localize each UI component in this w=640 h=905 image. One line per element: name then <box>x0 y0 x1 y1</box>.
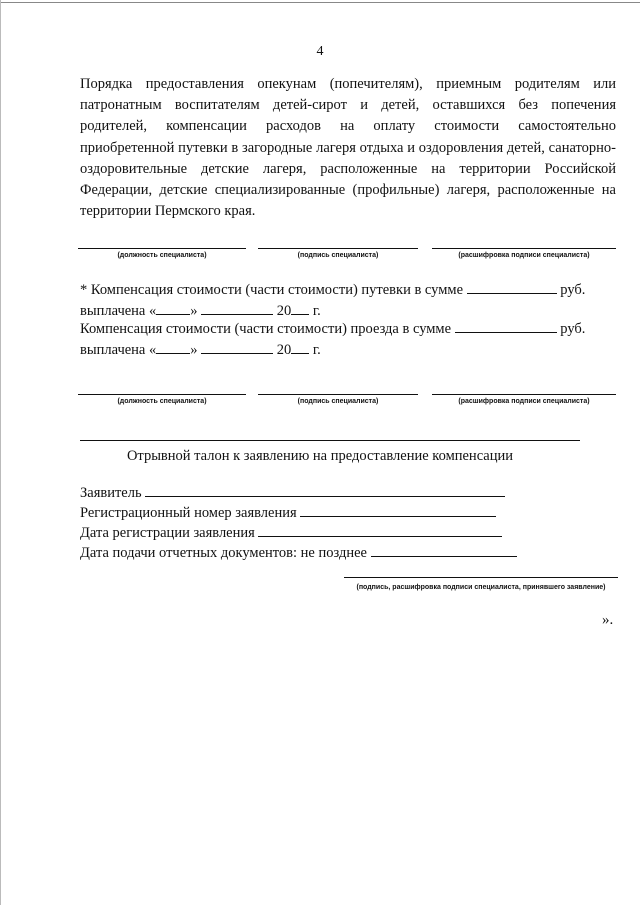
decoding-line <box>432 248 616 259</box>
signature-caption: (подпись специалиста) <box>297 398 379 405</box>
intro-paragraph: Порядка предоставления опекунам (попечителям), приемным родителям или патронатным воспитателям детей-сирот и детей, оставшихся без попечения родителей, компенсации расходов на оплату стоимости самостоятельно приобретенной путевки в загородные лагеря отдыха и оздоровления детей, санаторно-оздоровительные детские лагеря, расположенные на территории Российской Федерации, детские специализированные (профильные) лагеря, расположенные на территории Пермского края. <box>80 76 616 220</box>
receiver-signature-caption: (подпись, расшифровка подписи специалиста, принявшего заявление) <box>356 584 606 591</box>
applicant-label: Заявитель <box>80 485 142 501</box>
travel-label: Компенсация стоимости (части стоимости) проезда в сумме <box>80 321 452 337</box>
year-field[interactable] <box>291 341 309 354</box>
reg-date-field[interactable] <box>258 524 502 537</box>
submit-date-field[interactable] <box>371 544 517 557</box>
submit-date-label: Дата подачи отчетных документов: не позднее <box>80 545 367 561</box>
closing-quote: ». <box>602 612 614 628</box>
quote-close: » <box>190 342 198 358</box>
year-prefix: 20 <box>276 342 292 358</box>
month-field[interactable] <box>201 341 273 354</box>
submit-date-line <box>80 544 517 562</box>
signature-row-1 <box>78 248 618 278</box>
receiver-signature-line <box>344 577 618 591</box>
position-line <box>78 248 246 259</box>
signature-line <box>258 394 418 405</box>
voucher-paid-line <box>80 302 321 320</box>
tear-off-title: Отрывной талон к заявлению на предоставление компенсации <box>126 448 514 464</box>
reg-number-field[interactable] <box>300 504 496 517</box>
reg-date-label: Дата регистрации заявления <box>80 525 255 541</box>
applicant-line <box>80 484 505 502</box>
position-caption: (должность специалиста) <box>117 398 207 405</box>
voucher-amount-field[interactable] <box>467 281 557 294</box>
scan-edge-top <box>0 2 640 3</box>
year-suffix: г. <box>312 342 321 358</box>
currency-label: руб. <box>560 321 586 337</box>
signature-row-2 <box>78 394 618 424</box>
reg-number-label: Регистрационный номер заявления <box>80 505 297 521</box>
travel-paid-line <box>80 341 321 359</box>
currency-label: руб. <box>560 282 586 298</box>
quote-close: » <box>190 303 198 319</box>
day-field[interactable] <box>156 341 190 354</box>
paid-label: выплачена « <box>80 342 157 358</box>
signature-caption: (подпись специалиста) <box>297 252 379 259</box>
paid-label: выплачена « <box>80 303 157 319</box>
voucher-label: * Компенсация стоимости (части стоимости) путевки в сумме <box>80 282 464 298</box>
decoding-caption: (расшифровка подписи специалиста) <box>458 252 590 259</box>
reg-number-line <box>80 504 496 522</box>
position-caption: (должность специалиста) <box>117 252 207 259</box>
tear-line <box>80 440 580 441</box>
page-number: 4 <box>316 44 324 59</box>
day-field[interactable] <box>156 302 190 315</box>
decoding-line <box>432 394 616 405</box>
applicant-field[interactable] <box>145 484 505 497</box>
signature-line <box>258 248 418 259</box>
voucher-compensation-line <box>80 281 585 299</box>
position-line <box>78 394 246 405</box>
reg-date-line <box>80 524 502 542</box>
year-field[interactable] <box>291 302 309 315</box>
travel-compensation-line <box>80 320 585 338</box>
month-field[interactable] <box>201 302 273 315</box>
year-suffix: г. <box>312 303 321 319</box>
decoding-caption: (расшифровка подписи специалиста) <box>458 398 590 405</box>
year-prefix: 20 <box>276 303 292 319</box>
travel-amount-field[interactable] <box>455 320 557 333</box>
